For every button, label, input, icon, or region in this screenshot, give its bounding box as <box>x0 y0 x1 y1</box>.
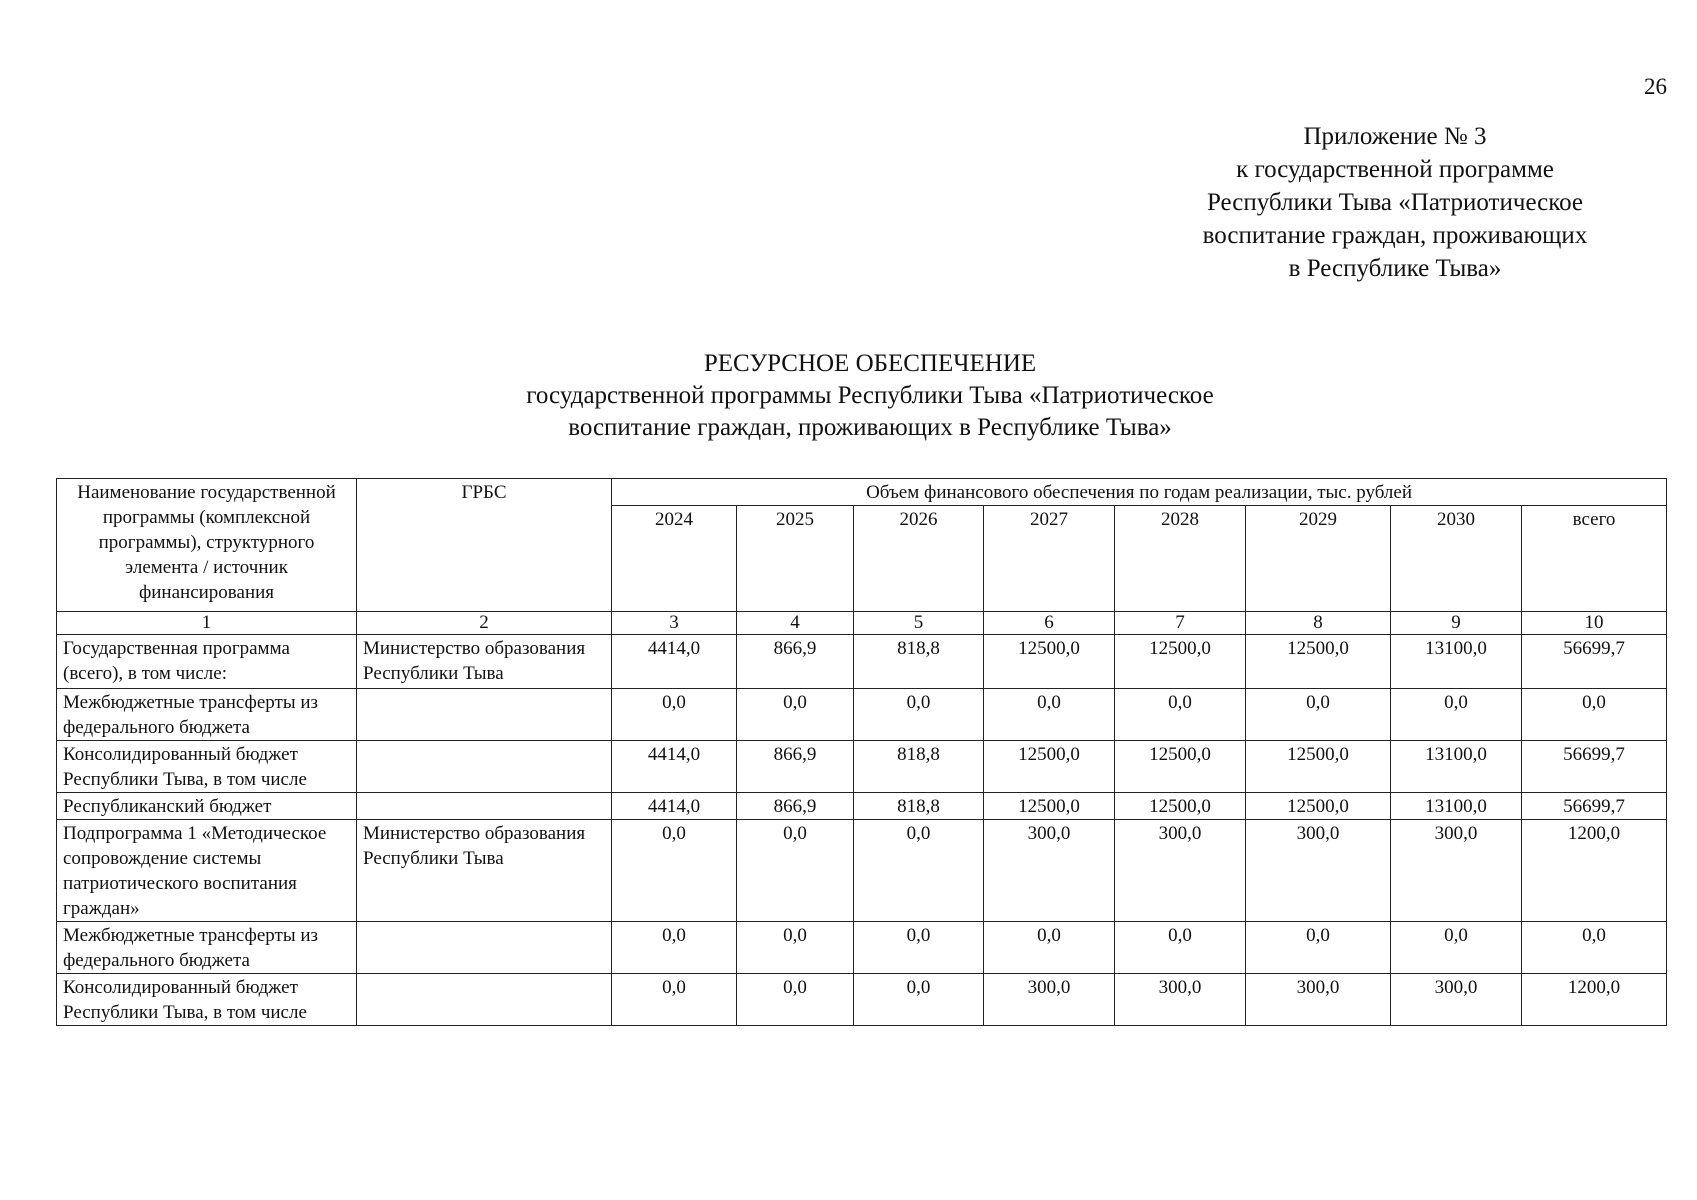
table-row <box>57 922 1667 974</box>
appendix-block <box>1165 120 1625 285</box>
row-value-cell: 300,0 <box>1391 974 1522 1026</box>
row-value-cell: 866,9 <box>737 793 854 820</box>
row-value-cell: 0,0 <box>984 689 1115 741</box>
index-cell: 5 <box>854 612 984 635</box>
row-value-cell: 0,0 <box>1246 689 1391 741</box>
row-name-cell: Государственная программа (всего), в том числе: <box>57 635 357 689</box>
row-value-cell: 0,0 <box>1391 922 1522 974</box>
row-value-cell: 0,0 <box>854 689 984 741</box>
appendix-line: Республики Тыва «Патриотическое <box>1206 189 1584 216</box>
index-cell: 8 <box>1246 612 1391 635</box>
row-value-cell: 0,0 <box>854 974 984 1026</box>
row-value-cell: 4414,0 <box>612 793 737 820</box>
header-year-cell: 2030 <box>1391 506 1522 612</box>
row-value-cell: 300,0 <box>984 974 1115 1026</box>
table-body <box>57 635 1667 1026</box>
row-value-cell: 12500,0 <box>1115 635 1246 689</box>
row-value-cell: 0,0 <box>1115 689 1246 741</box>
index-cell: 2 <box>357 612 612 635</box>
index-row <box>57 612 1667 635</box>
index-cell: 6 <box>984 612 1115 635</box>
row-value-cell: 300,0 <box>1391 820 1522 922</box>
row-name-cell: Межбюджетные трансферты из федерального бюджета <box>57 922 357 974</box>
header-total-cell: всего <box>1522 506 1667 612</box>
title-heading: РЕСУРСНОЕ ОБЕСПЕЧЕНИЕ <box>703 350 1037 377</box>
appendix-line: к государственной программе <box>1236 156 1554 183</box>
page-number: 26 <box>1644 74 1667 99</box>
row-value-cell: 0,0 <box>612 922 737 974</box>
row-grbs-cell <box>357 689 612 741</box>
row-value-cell: 300,0 <box>1115 974 1246 1026</box>
table-row <box>57 741 1667 793</box>
row-name-cell: Подпрограмма 1 «Методическое сопровождение системы патриотического воспитания граждан» <box>57 820 357 922</box>
row-value-cell: 300,0 <box>1246 820 1391 922</box>
row-total-cell: 0,0 <box>1522 922 1667 974</box>
title-line: воспитание граждан, проживающих в Республике Тыва» <box>568 414 1172 441</box>
header-volume-cell: Объем финансового обеспечения по годам реализации, тыс. рублей <box>612 479 1667 506</box>
row-value-cell: 12500,0 <box>1115 793 1246 820</box>
index-cell: 1 <box>57 612 357 635</box>
row-value-cell: 866,9 <box>737 741 854 793</box>
header-year-cell: 2024 <box>612 506 737 612</box>
row-value-cell: 13100,0 <box>1391 635 1522 689</box>
index-cell: 10 <box>1522 612 1667 635</box>
row-value-cell: 0,0 <box>612 820 737 922</box>
row-name-cell: Межбюджетные трансферты из федерального бюджета <box>57 689 357 741</box>
header-year-cell: 2029 <box>1246 506 1391 612</box>
row-total-cell: 1200,0 <box>1522 820 1667 922</box>
row-value-cell: 0,0 <box>737 820 854 922</box>
header-year-cell: 2028 <box>1115 506 1246 612</box>
row-grbs-cell <box>357 974 612 1026</box>
resource-table <box>56 478 1667 1026</box>
row-value-cell: 0,0 <box>737 689 854 741</box>
row-value-cell: 300,0 <box>984 820 1115 922</box>
row-grbs-cell <box>357 741 612 793</box>
header-year-cell: 2026 <box>854 506 984 612</box>
row-value-cell: 0,0 <box>612 689 737 741</box>
row-value-cell: 12500,0 <box>1246 793 1391 820</box>
row-value-cell: 0,0 <box>1246 922 1391 974</box>
row-value-cell: 300,0 <box>1115 820 1246 922</box>
appendix-line: Приложение № 3 <box>1303 123 1487 150</box>
row-total-cell: 0,0 <box>1522 689 1667 741</box>
row-total-cell: 56699,7 <box>1522 741 1667 793</box>
row-value-cell: 13100,0 <box>1391 741 1522 793</box>
row-value-cell: 0,0 <box>737 974 854 1026</box>
row-value-cell: 12500,0 <box>984 741 1115 793</box>
index-cell: 9 <box>1391 612 1522 635</box>
row-name-cell: Консолидированный бюджет Республики Тыва, в том числе <box>57 741 357 793</box>
row-value-cell: 818,8 <box>854 793 984 820</box>
table-row <box>57 820 1667 922</box>
appendix-line: воспитание граждан, проживающих <box>1202 222 1588 249</box>
row-total-cell: 56699,7 <box>1522 793 1667 820</box>
header-grbs-cell: ГРБС <box>357 479 612 612</box>
appendix-line: в Республике Тыва» <box>1288 255 1502 282</box>
row-value-cell: 300,0 <box>1246 974 1391 1026</box>
document-title <box>400 348 1340 444</box>
index-cell: 4 <box>737 612 854 635</box>
row-value-cell: 4414,0 <box>612 635 737 689</box>
row-value-cell: 12500,0 <box>1246 741 1391 793</box>
row-value-cell: 12500,0 <box>1246 635 1391 689</box>
row-value-cell: 4414,0 <box>612 741 737 793</box>
row-value-cell: 0,0 <box>1115 922 1246 974</box>
row-name-cell: Консолидированный бюджет Республики Тыва, в том числе <box>57 974 357 1026</box>
row-value-cell: 0,0 <box>854 820 984 922</box>
table-row <box>57 974 1667 1026</box>
row-grbs-cell: Министерство образования Республики Тыва <box>357 820 612 922</box>
index-cell: 3 <box>612 612 737 635</box>
header-year-cell: 2027 <box>984 506 1115 612</box>
header-row <box>57 479 1667 506</box>
index-cell: 7 <box>1115 612 1246 635</box>
row-grbs-cell <box>357 922 612 974</box>
row-total-cell: 56699,7 <box>1522 635 1667 689</box>
row-value-cell: 0,0 <box>854 922 984 974</box>
row-grbs-cell: Министерство образования Республики Тыва <box>357 635 612 689</box>
row-value-cell: 12500,0 <box>984 793 1115 820</box>
row-total-cell: 1200,0 <box>1522 974 1667 1026</box>
row-value-cell: 818,8 <box>854 741 984 793</box>
row-value-cell: 13100,0 <box>1391 793 1522 820</box>
row-value-cell: 0,0 <box>984 922 1115 974</box>
row-value-cell: 0,0 <box>612 974 737 1026</box>
title-line: государственной программы Республики Тыва «Патриотическое <box>526 382 1214 409</box>
table-row <box>57 793 1667 820</box>
row-value-cell: 818,8 <box>854 635 984 689</box>
row-value-cell: 12500,0 <box>984 635 1115 689</box>
header-year-cell: 2025 <box>737 506 854 612</box>
row-value-cell: 866,9 <box>737 635 854 689</box>
row-grbs-cell <box>357 793 612 820</box>
table-row <box>57 689 1667 741</box>
row-value-cell: 12500,0 <box>1115 741 1246 793</box>
row-name-cell: Республиканский бюджет <box>57 793 357 820</box>
row-value-cell: 0,0 <box>737 922 854 974</box>
table-row <box>57 635 1667 689</box>
row-value-cell: 0,0 <box>1391 689 1522 741</box>
header-name-cell: Наименование государственной программы (комплексной программы), структурного элемента / источник финансирования <box>57 479 357 612</box>
